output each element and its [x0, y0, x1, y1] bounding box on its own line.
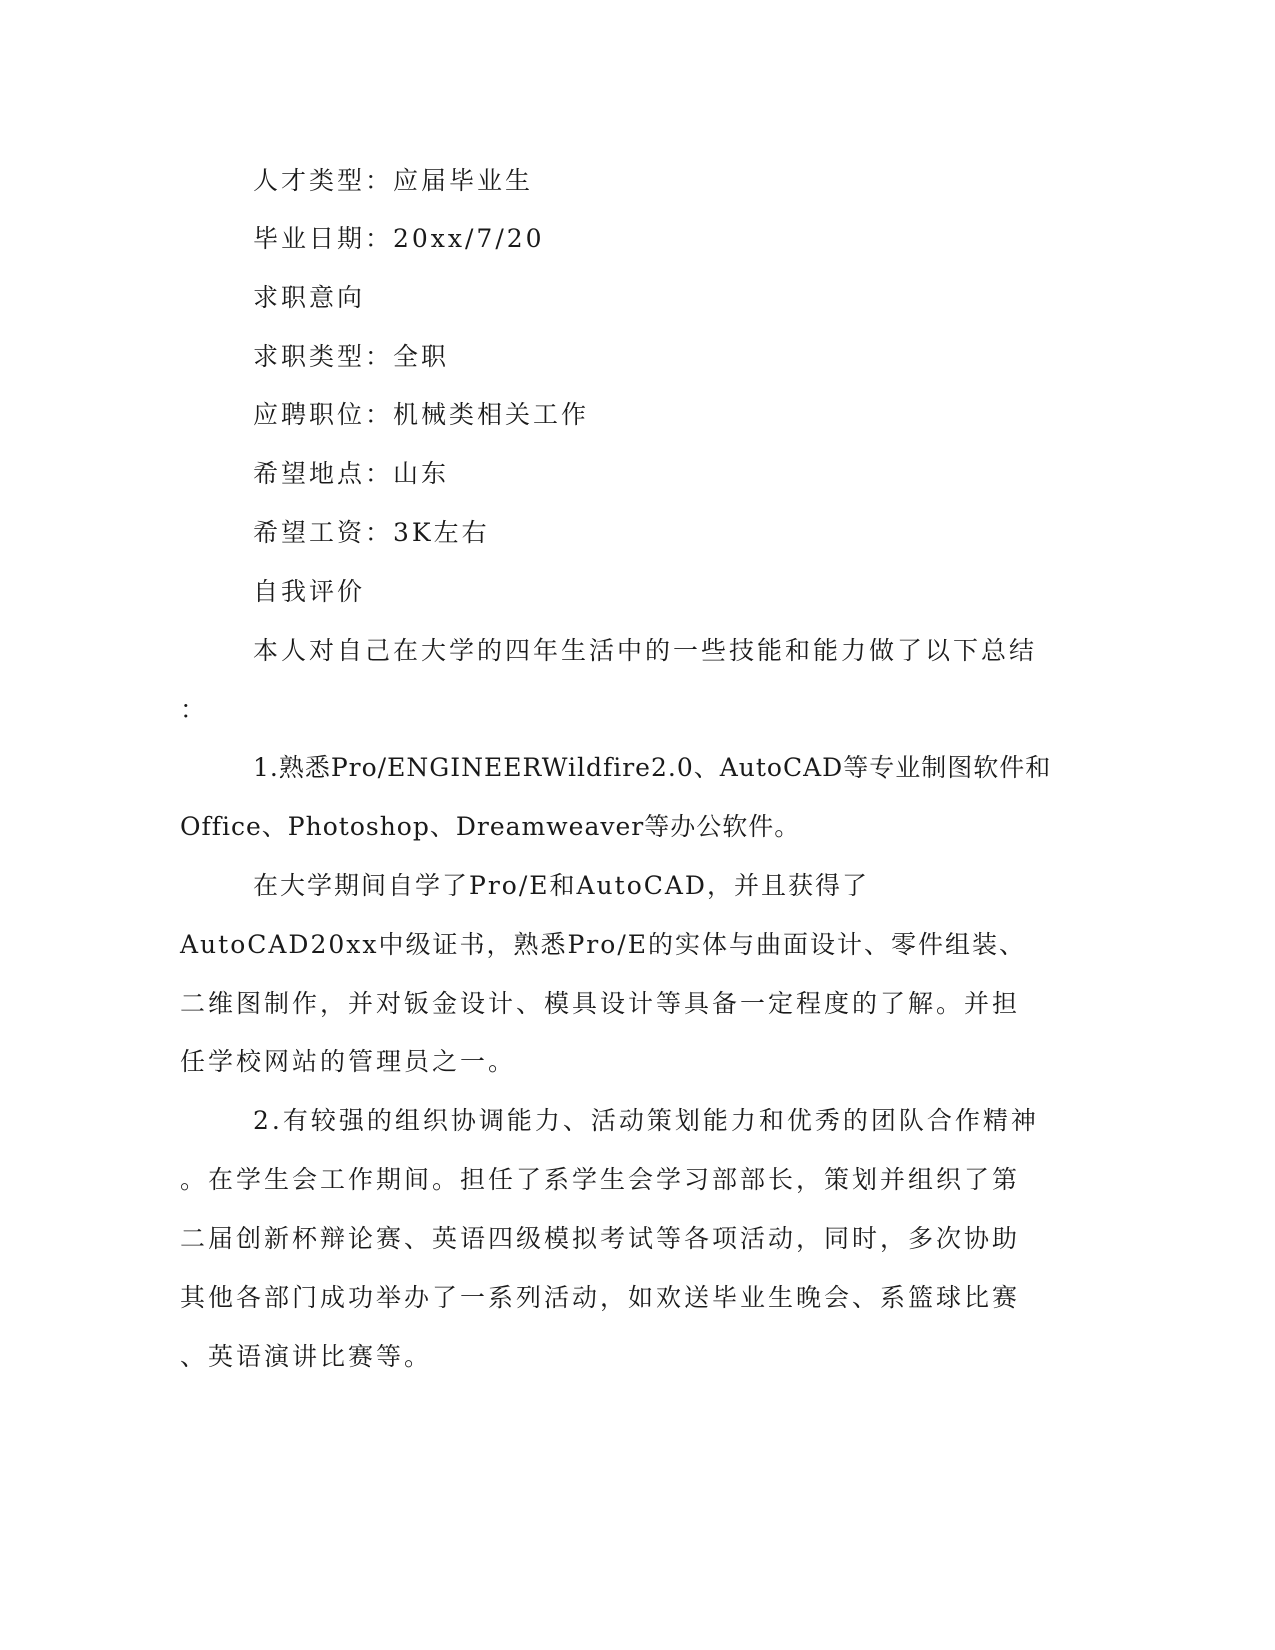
skill-1-line-1: 1.熟悉Pro/ENGINEERWildfire2.0、AutoCAD等专业制图软件和 [253, 753, 1052, 782]
skill-2-line-4: 其他各部门成功举办了一系列活动，如欢送毕业生晚会、系篮球比赛 [180, 1283, 1021, 1312]
skill-2-line-1: 2.有较强的组织协调能力、活动策划能力和优秀的团队合作精神 [253, 1106, 1039, 1135]
job-type-line: 求职类型：全职 [253, 342, 450, 371]
skill-1-detail-line-1: 在大学期间自学了Pro/E和AutoCAD，并且获得了 [253, 871, 869, 900]
graduation-date-line: 毕业日期：20xx/7/20 [253, 224, 545, 253]
job-intention-heading: 求职意向 [253, 283, 366, 312]
position-line: 应聘职位：机械类相关工作 [253, 400, 590, 429]
skill-2-line-5: 、英语演讲比赛等。 [180, 1342, 433, 1371]
skill-1-detail-line-3: 二维图制作，并对钣金设计、模具设计等具备一定程度的了解。并担 [180, 989, 1021, 1018]
talent-type-line: 人才类型：应届毕业生 [253, 166, 534, 195]
summary-intro-line: 本人对自己在大学的四年生活中的一些技能和能力做了以下总结 [253, 636, 1038, 665]
skill-2-line-3: 二届创新杯辩论赛、英语四级模拟考试等各项活动，同时，多次协助 [180, 1224, 1021, 1253]
skill-1-detail-line-2: AutoCAD20xx中级证书，熟悉Pro/E的实体与曲面设计、零件组装、 [180, 930, 1026, 959]
location-line: 希望地点：山东 [253, 459, 450, 488]
self-evaluation-heading: 自我评价 [253, 577, 366, 606]
skill-2-line-2: 。在学生会工作期间。担任了系学生会学习部部长，策划并组织了第 [180, 1165, 1021, 1194]
summary-intro-colon: ： [180, 695, 209, 724]
salary-line: 希望工资：3K左右 [253, 518, 490, 547]
skill-1-detail-line-4: 任学校网站的管理员之一。 [180, 1047, 517, 1076]
skill-1-line-2: Office、Photoshop、Dreamweaver等办公软件。 [180, 812, 801, 841]
